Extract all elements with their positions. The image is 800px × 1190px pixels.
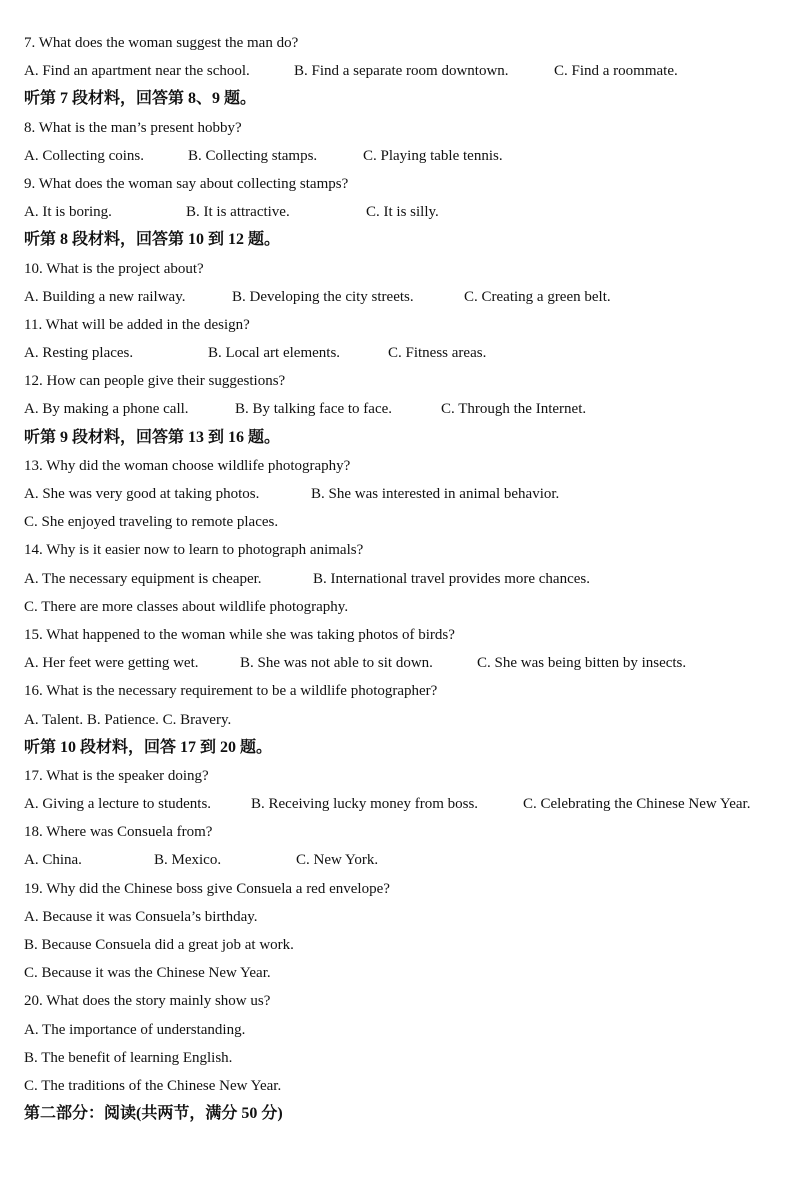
options-line [24, 339, 784, 367]
options-line [24, 480, 784, 508]
option-line: C. Because it was the Chinese New Year. [24, 965, 271, 982]
section-heading: 听第 8 段材料，回答第 10 到 12 题。 [24, 231, 281, 249]
option-line: C. The traditions of the Chinese New Year. [24, 1077, 282, 1094]
option-line: B. The benefit of learning English. [24, 1049, 233, 1066]
question-line: 20. What does the story mainly show us? [24, 993, 271, 1010]
options-line [24, 57, 784, 85]
option-a: A. By making a phone call. [24, 401, 189, 418]
section-heading: 听第 10 段材料，回答 17 到 20 题。 [24, 738, 273, 756]
option-a: A. Find an apartment near the school. [24, 63, 250, 80]
option-c: C. Find a roommate. [554, 63, 678, 80]
section-heading: 听第 7 段材料，回答第 8、9 题。 [24, 90, 257, 108]
option-a: A. It is boring. [24, 204, 112, 221]
question-line: 18. Where was Consuela from? [24, 824, 213, 841]
question-line: 10. What is the project about? [24, 260, 204, 277]
option-a: A. China. [24, 852, 82, 869]
question-line: 14. Why is it easier now to learn to photograph animals? [24, 542, 364, 559]
option-a: A. Her feet were getting wet. [24, 655, 199, 672]
options-line [24, 283, 784, 311]
question-line: 12. How can people give their suggestions? [24, 373, 286, 390]
question-line: 8. What is the man’s present hobby? [24, 119, 242, 136]
question-line: 13. Why did the woman choose wildlife photography? [24, 457, 351, 474]
option-a: A. Collecting coins. [24, 147, 144, 164]
question-line: 7. What does the woman suggest the man do? [24, 35, 299, 51]
options-line [24, 649, 784, 677]
option-c: C. Fitness areas. [388, 345, 487, 362]
option-c: C. Playing table tennis. [363, 147, 503, 164]
options-line [24, 142, 784, 170]
option-b: B. She was not able to sit down. [240, 655, 433, 672]
option-line: A. Because it was Consuela’s birthday. [24, 908, 258, 925]
option-b: B. Mexico. [154, 852, 222, 869]
exam-page [24, 29, 784, 1128]
question-line: 15. What happened to the woman while she was taking photos of birds? [24, 626, 455, 643]
options-line [24, 565, 784, 593]
options-line [24, 846, 784, 874]
option-b: B. She was interested in animal behavior. [311, 486, 560, 502]
option-line: B. Because Consuela did a great job at work. [24, 937, 294, 953]
option-c: C. She was being bitten by insects. [477, 655, 687, 672]
part-heading: 第二部分：阅读(共两节，满分 50 分) [24, 1105, 283, 1123]
option-line: C. There are more classes about wildlife photography. [24, 598, 349, 615]
options-line [24, 395, 784, 423]
question-line: 19. Why did the Chinese boss give Consuela a red envelope? [24, 880, 390, 897]
option-b: B. Receiving lucky money from boss. [251, 796, 479, 813]
option-c: C. It is silly. [366, 204, 439, 221]
option-b: B. Developing the city streets. [232, 288, 414, 305]
option-c: C. Celebrating the Chinese New Year. [523, 796, 751, 813]
option-a: A. Giving a lecture to students. [24, 796, 212, 813]
option-line: A. The importance of understanding. [24, 1021, 246, 1038]
option-a: A. Resting places. [24, 345, 134, 362]
option-a: A. Building a new railway. [24, 288, 186, 305]
option-line: C. She enjoyed traveling to remote places. [24, 514, 279, 531]
question-line: 16. What is the necessary requirement to be a wildlife photographer? [24, 683, 438, 700]
option-c: C. Creating a green belt. [464, 288, 611, 305]
option-a: A. She was very good at taking photos. [24, 486, 260, 502]
options-line [24, 790, 784, 818]
option-b: B. Find a separate room downtown. [294, 63, 509, 80]
option-line: A. Talent. B. Patience. C. Bravery. [24, 711, 232, 728]
option-b: B. By talking face to face. [235, 401, 393, 418]
question-line: 9. What does the woman say about collecting stamps? [24, 175, 349, 192]
option-a: A. The necessary equipment is cheaper. [24, 570, 262, 587]
question-line: 17. What is the speaker doing? [24, 767, 209, 784]
option-b: B. Local art elements. [208, 345, 341, 362]
section-heading: 听第 9 段材料，回答第 13 到 16 题。 [24, 428, 281, 446]
options-line [24, 198, 784, 226]
option-b: B. International travel provides more chances. [313, 570, 590, 587]
option-c: C. Through the Internet. [441, 401, 587, 418]
option-b: B. It is attractive. [186, 204, 290, 221]
option-b: B. Collecting stamps. [188, 147, 318, 164]
option-c: C. New York. [296, 852, 379, 869]
question-line: 11. What will be added in the design? [24, 316, 250, 333]
